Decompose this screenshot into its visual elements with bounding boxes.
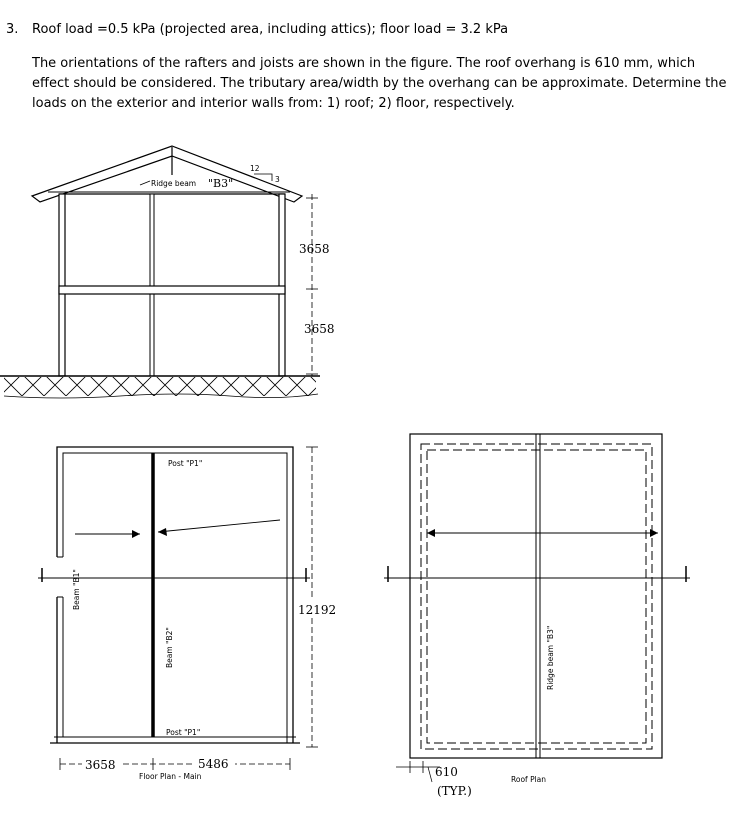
elevation-view	[0, 146, 335, 398]
ridge-beam-tag: "B3"	[208, 177, 234, 190]
right-exterior-wall	[279, 194, 285, 376]
top-wall-inner	[63, 453, 287, 743]
problem-number: 3.	[6, 22, 19, 37]
interior-wall-lower	[150, 294, 154, 376]
overhang-dimension: 610	[435, 765, 458, 779]
overhang-typ-note: (TYP.)	[437, 784, 472, 798]
upper-story-height: 3658	[299, 242, 330, 256]
joist-arrow-left	[132, 530, 140, 538]
right-bay-width: 5486	[198, 757, 229, 771]
rafter-arrow-right	[650, 529, 658, 537]
joist-arrow-right	[158, 528, 167, 536]
beam-b1-label: Beam "B1"	[72, 569, 81, 610]
roof-plan-caption: Roof Plan	[511, 775, 547, 784]
left-bay-width: 3658	[85, 758, 116, 772]
slope-run: 12	[250, 164, 260, 173]
plan-length-dimension: 12192	[298, 603, 337, 617]
ridge-beam-leader	[140, 181, 150, 185]
slope-rise: 3	[275, 175, 280, 184]
interior-wall-upper	[150, 194, 154, 286]
overhang-leader	[428, 767, 432, 782]
roof-plan-view	[384, 434, 690, 798]
ridge-beam-label: Ridge beam	[151, 179, 197, 188]
joist-span-right	[158, 520, 280, 532]
post-p1-bottom-label: Post "P1"	[166, 728, 201, 737]
beam-b2-label: Beam "B2"	[165, 627, 174, 668]
ridge-beam-plan-label: Ridge beam "B3"	[546, 625, 555, 690]
problem-description: The orientations of the rafters and joists are shown in the figure. The roof overhang is 610 mm, which effect should be considered. The tributary area/width by the overhang can be approximate. Determine the loads on the exterior and interior walls from: 1) roof; 2) floor, respectively.	[32, 56, 727, 111]
left-exterior-wall	[59, 194, 65, 376]
top-wall-outer	[57, 447, 293, 743]
problem-statement: Roof load =0.5 kPa (projected area, including attics); floor load = 3.2 kPa	[32, 22, 509, 37]
floor-plan-view	[38, 447, 338, 781]
post-p1-top-label: Post "P1"	[168, 459, 203, 468]
rafter-arrow-left	[427, 529, 435, 537]
second-floor	[59, 286, 285, 294]
lower-story-height: 3658	[304, 322, 335, 336]
floor-plan-caption: Floor Plan - Main	[139, 772, 202, 781]
ground-hatch	[4, 377, 316, 396]
